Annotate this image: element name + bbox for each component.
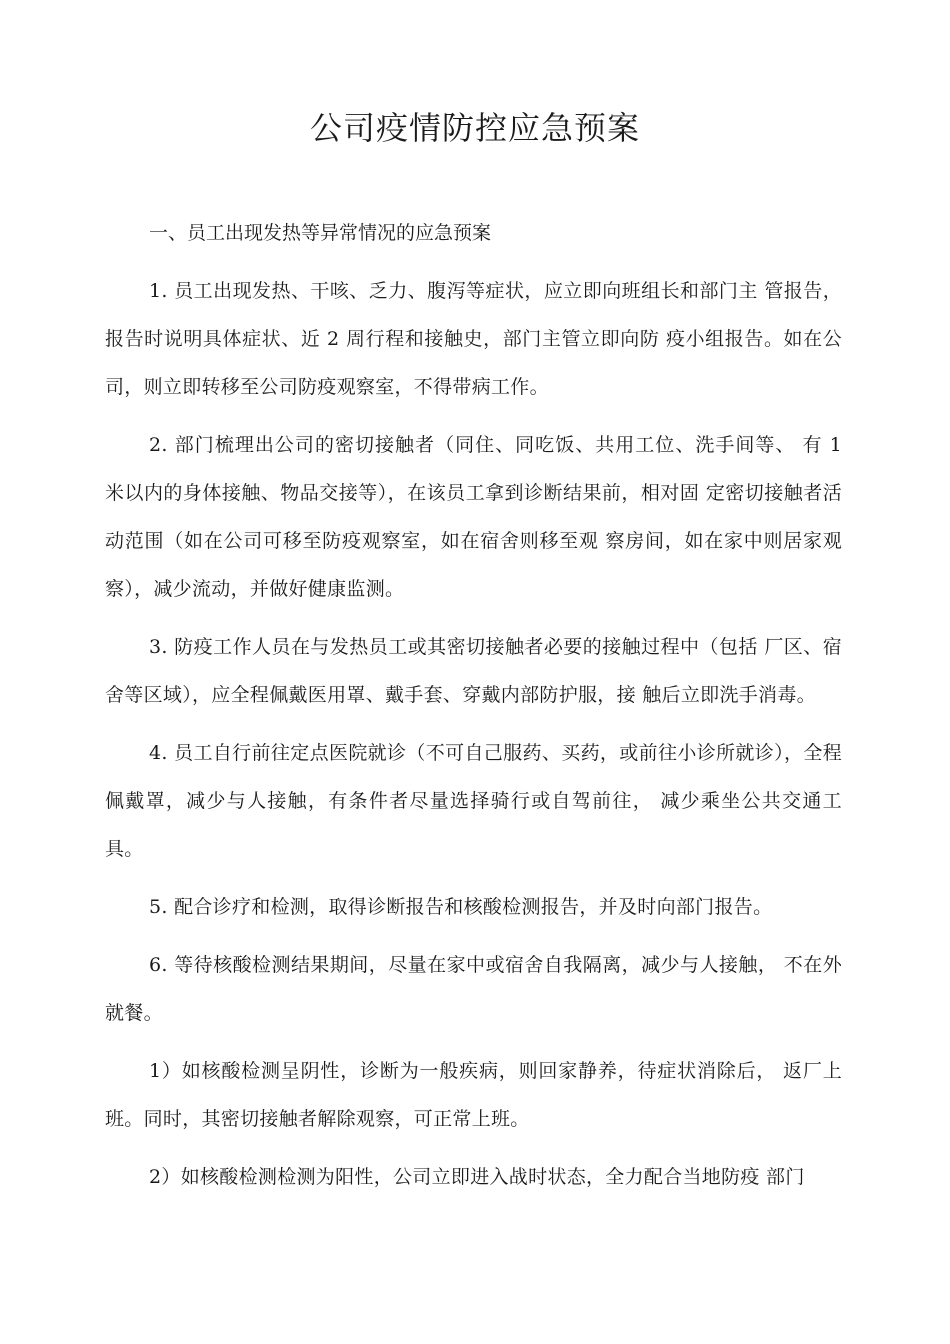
paragraph-5: 5. 配合诊疗和检测，取得诊断报告和核酸检测报告，并及时向部门报告。 — [149, 896, 773, 918]
sub-paragraph-2: 2）如核酸检测检测为阳性，公司立即进入战时状态，全力配合当地防疫 部门 — [149, 1166, 805, 1188]
paragraph-6: 6. 等待核酸检测结果期间，尽量在家中或宿舍自我隔离，减少与人接触， 不在外就餐。 — [105, 954, 842, 1024]
paragraph-1: 1. 员工出现发热、干咳、乏力、腹泻等症状，应立即向班组长和部门主 管报告，报告时说明具体症状、近 2 周行程和接触史，部门主管立即向防 疫小组报告。如在公司，则立即转移至公司防疫观察室，不得带病工作。 — [105, 280, 842, 398]
paragraph-3: 3. 防疫工作人员在与发热员工或其密切接触者必要的接触过程中（包括 厂区、宿舍等区域），应全程佩戴医用罩、戴手套、穿戴内部防护服，接 触后立即洗手消毒。 — [105, 636, 842, 706]
sub-paragraph-1: 1）如核酸检测呈阴性，诊断为一般疾病，则回家静养，待症状消除后， 返厂上班。同时，其密切接触者解除观察，可正常上班。 — [105, 1060, 842, 1130]
paragraph-4: 4. 员工自行前往定点医院就诊（不可自己服药、买药，或前往小诊所就诊），全程佩戴罩，减少与人接触，有条件者尽量选择骑行或自驾前往， 减少乘坐公共交通工具。 — [105, 742, 842, 860]
paragraph-2: 2. 部门梳理出公司的密切接触者（同住、同吃饭、共用工位、洗手间等、 有 1 米以内的身体接触、物品交接等），在该员工拿到诊断结果前，相对固 定密切接触者活动范围（如在公司可移至防疫观察室，如在宿舍则移至观 察房间，如在家中则居家观察），减少流动，并做好健康监测。 — [105, 434, 842, 600]
document-title: 公司疫情防控应急预案 — [309, 109, 640, 147]
document-body — [105, 209, 842, 1211]
section-heading: 一、员工出现发热等异常情况的应急预案 — [149, 222, 492, 244]
